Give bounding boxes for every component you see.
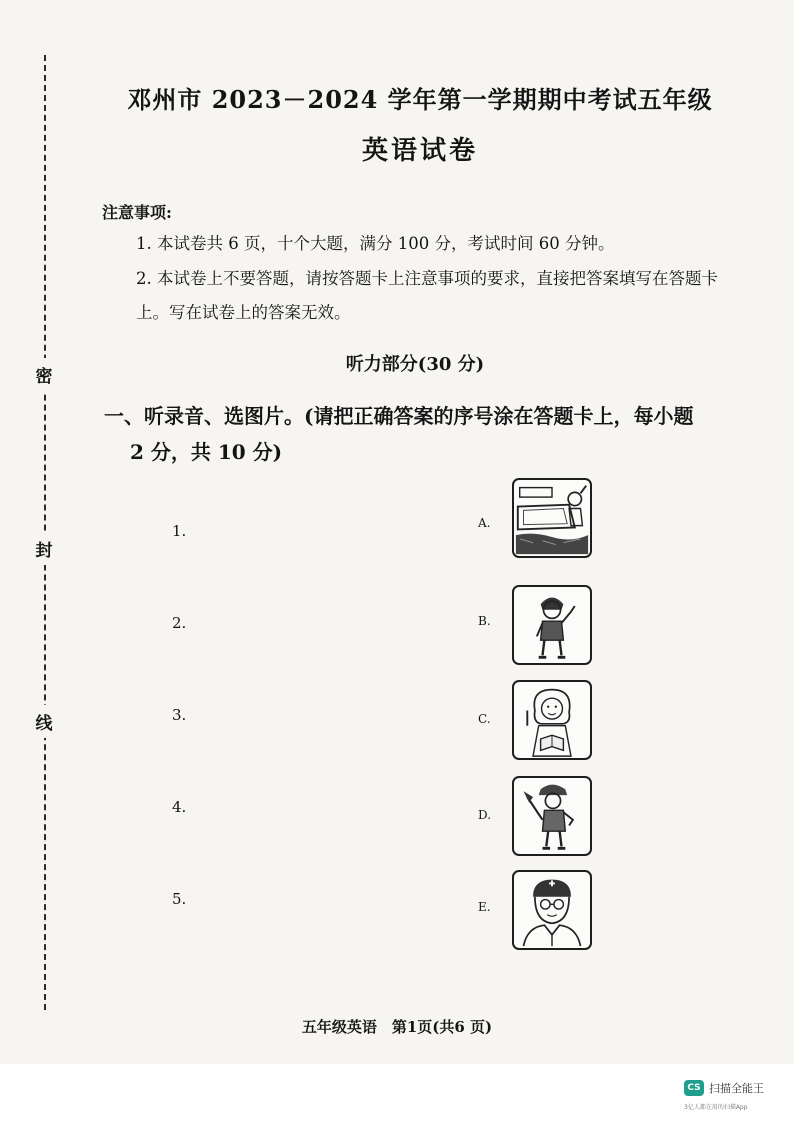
scanner-watermark (684, 1080, 764, 1096)
note-item-2: 2. 本试卷上不要答题，请按答题卡上注意事项的要求，直接把答案填写在答题卡上。写在试卷上的答案无效。 (136, 269, 718, 322)
option-picture-a (512, 478, 592, 558)
exam-title: 邓州市 2023－2024 学年第一学期期中考试五年级 (127, 85, 713, 114)
boy-waving-icon (514, 587, 590, 663)
teacher-with-book-icon (514, 682, 590, 758)
seal-char-xian: 线 (26, 705, 62, 738)
question-number-3: 3. (172, 706, 187, 724)
option-label-e: E. (478, 900, 491, 914)
option-label-c: C. (478, 712, 491, 726)
firefighter-icon (514, 778, 590, 854)
question-number-1: 1. (172, 522, 187, 540)
listening-part-heading: 听力部分(30 分) (345, 354, 485, 375)
watermark-app-name: 扫描全能王 (709, 1082, 764, 1095)
page-footer: 五年级英语 第1页(共6 页) (301, 1018, 493, 1036)
camscanner-logo-icon: CS (684, 1080, 704, 1096)
section1-heading (104, 398, 744, 470)
option-label-d: D. (478, 808, 492, 822)
doctor-icon (514, 872, 590, 948)
driver-waving-icon (514, 480, 590, 556)
option-label-a: A. (478, 516, 491, 530)
seal-char-mi: 密 (26, 358, 62, 391)
seal-char-feng: 封 (26, 532, 62, 565)
option-picture-d (512, 776, 592, 856)
question-number-5: 5. (172, 890, 187, 908)
notes-heading: 注意事项: (102, 203, 172, 222)
exam-subtitle: 英语试卷 (361, 136, 478, 166)
question-number-2: 2. (172, 614, 187, 632)
option-picture-e (512, 870, 592, 950)
option-picture-c (512, 680, 592, 760)
section1-heading-line2: 2 分，共 10 分) (130, 440, 283, 464)
section1-heading-line1: 一、听录音、选图片。(请把正确答案的序号涂在答题卡上，每小题 (104, 404, 694, 428)
watermark-tagline: 3亿人都在用的扫描App (684, 1104, 748, 1111)
option-label-b: B. (478, 614, 491, 628)
option-picture-b (512, 585, 592, 665)
note-item-1: 1. 本试卷共 6 页，十个大题，满分 100 分，考试时间 60 分钟。 (136, 234, 615, 253)
question-number-4: 4. (172, 798, 187, 816)
